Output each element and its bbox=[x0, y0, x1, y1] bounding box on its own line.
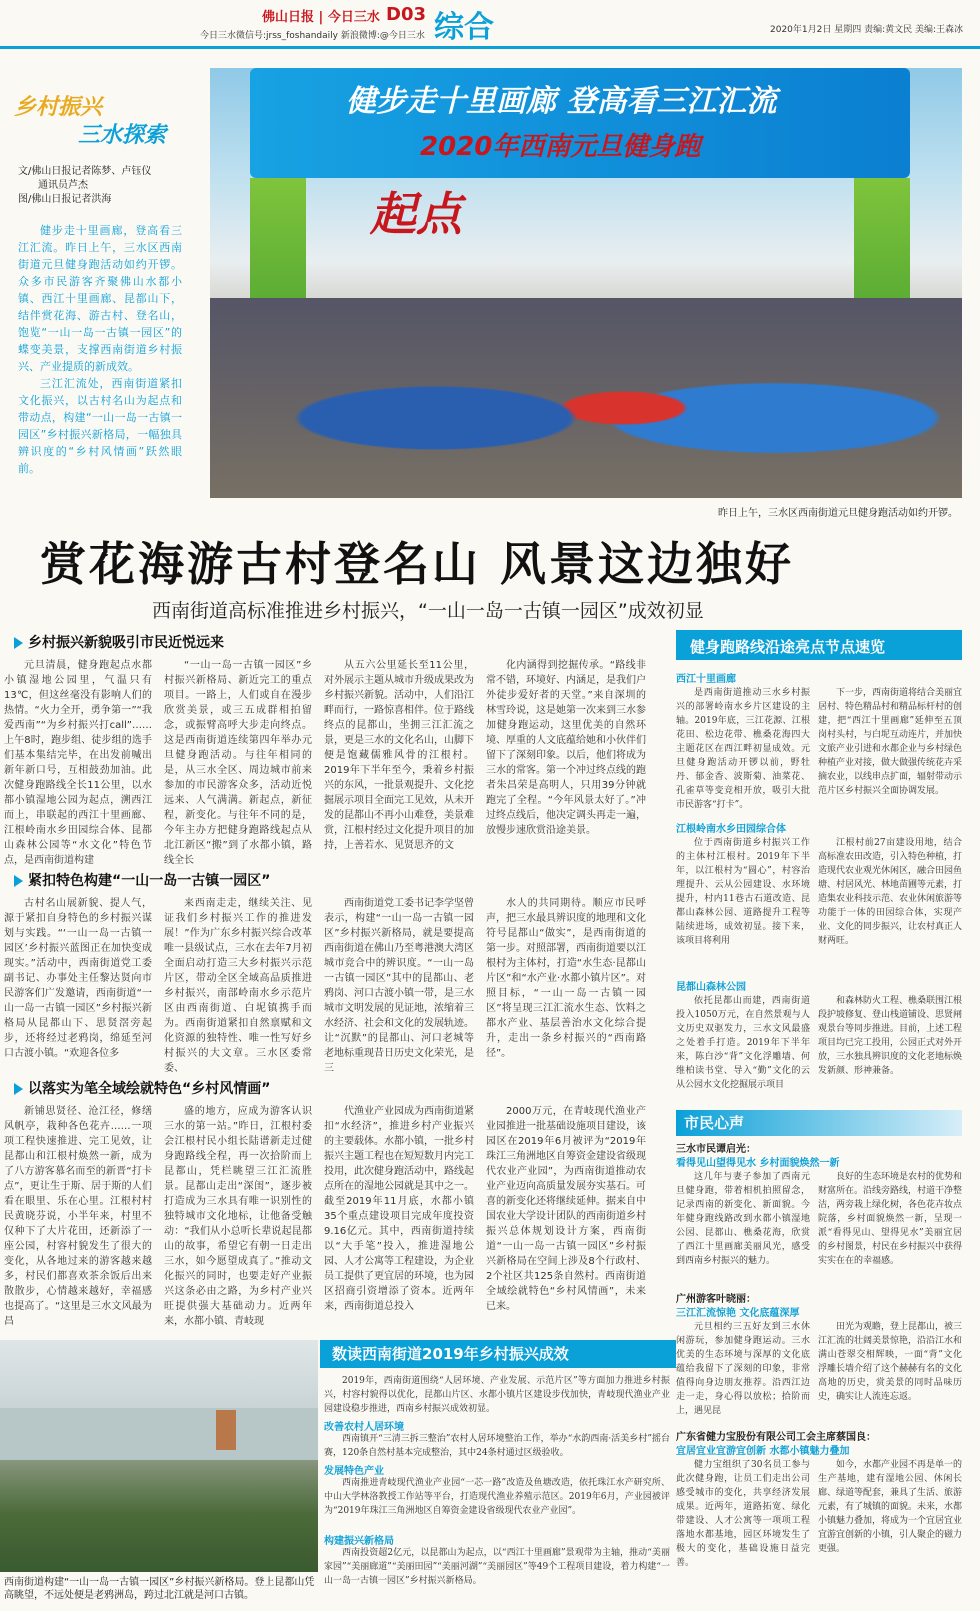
sidebar-item-1-col2: 下一步，西南街道将结合美丽宜居村、特色精品村和精品标杆村的创建，把“西江十里画廊”延伸至五顶岗村头村，与白坭互动连片，并加快文旅产业引进和水都企业与乡村绿色种植产业对接，做大做强传统花卉采摘农业，以线串点扩面，辐射带动示范片区乡村振兴全面协调发展。 bbox=[818, 688, 963, 796]
s1-col2: “一山一岛一古镇一园区”乡村振兴新格局、新近完工的重点项目。一路上，人们或自在漫步欣赏美景，或三五成群相拍留念，或振臂高呼大步走向终点。这是西南街道连续第四年举办元旦健身跑活动。与往年相同的是，从三水全区、周边城市前来参加的市民游客众多，活动近悦远来、人气满满。新起点，新征程，新变化。与往年不同的是，今年主办方把健身跑路线起点从北江新区“搬”到了水都小镇，路线全长 bbox=[164, 660, 312, 866]
sidebar-item-2-col2: 江根村前27亩建设用地，结合高标准农田改造，引入特色种植，打造现代农业观光休闲区，融合田园鱼塘、村居风光、林地苗圃等元素，打造集农业科技示范、农业休闲旅游等功能于一体的田园综合体，实现产业、文化的同步振兴，让农村真正人财两旺。 bbox=[818, 838, 963, 946]
data-box-intro: 2019年，西南街道围绕“人居环境、产业发展、示范片区”等方面加力推进乡村振兴，村容村貌得以优化，昆都山片区、水都小镇片区建设步伐加快，青岐现代渔业产业园建设稳步推进，西南乡村振兴成效初显。 bbox=[324, 1376, 670, 1414]
author-credits: 文/佛山日报记者陈梦、卢钰仪 通讯员芦杰 图/佛山日报记者洪海 bbox=[18, 166, 152, 205]
page-number: D03 bbox=[386, 4, 426, 25]
voice-2-col1: 元旦相约三五好友到三水休闲游玩，参加健身跑运动。三水优美的生态环境与深厚的文化底蕴给我留下了深刻的印象，非常值得向身边朋友推荐。沿西江边走一走，身心得以放松；拾阶而上，遇见昆 bbox=[676, 1322, 810, 1416]
hero-caption: 昨日上午，三水区西南街道元旦健身跑活动如约开锣。 bbox=[718, 508, 958, 519]
sidebar-item-1-col1: 是西南街道推动三水乡村振兴的部署岭南水乡片区建设的主轴。2019年底，三江花源、江根花田、松边花带、樵桑花海四大主题花区在西江畔初显成效。元旦健身跑活动开锣以前，野牡丹、郁金香、波斯菊、油菜花、孔雀草等变竞相开放，吸引大批市民游客“打卡”。 bbox=[676, 688, 810, 810]
data-item-1-text: 西南镇开“三清三拆三整治”农村人居环境整治工作，举办“水韵西南·活美乡村”摇台赛，120条自然村基本完成整治，其中24条村通过区级验收。 bbox=[324, 1434, 670, 1458]
voice-1-speaker: 三水市民谭启光： bbox=[676, 1144, 756, 1155]
voice-3-col2: 如今，水都产业园不再是单一的生产基地，建有湿地公园、休闲长廊、绿道等配套，兼具了生活、旅游元素，有了城镇的面貌。未来，水都小镇魅力叠加，将成为一个宜居宜业宜游宜创新的小镇，引人聚企的磁力更强。 bbox=[818, 1460, 962, 1554]
voice-1-col2: 良好的生态环境是农村的优势和财富所在。沿线旁路线，村道干净整洁，两旁栽上绿化树，各色花卉妆点院落，乡村面貌焕然一新，呈现一派“看得见山、望得见水”美丽宜居的乡村图景，村民在乡村振兴中获得实实在在的幸福感。 bbox=[818, 1172, 962, 1266]
hero-photo bbox=[210, 68, 962, 498]
s3-col3: 代渔业产业园成为西南街道紧扣“水经济”，推进乡村产业振兴的主要载体。水都小镇，一批乡村振兴主题工程也在短短数月内完工投用，此次健身跑活动中，路线起点所在的湿地公园就是其中之一。截至2019年11月底，水都小镇35个重点建设项目完成年度投资9.16亿元。其中，西南街道持续以“大手笔”投入，推进湿地公园、人才公寓等工程建设，为企业员工提供了更宜居的环境，也为园区招商引资增添了资本。近两年来，西南街道总投入 bbox=[324, 1106, 474, 1312]
section-3-title: 以落实为笔全域绘就特色“乡村风情画” bbox=[14, 1078, 270, 1098]
voice-1-headline: 看得见山望得见水 乡村面貌焕然一新 bbox=[676, 1158, 840, 1169]
voice-1-col1: 这几年与妻子参加了西南元旦健身跑，带着相机拍照留念，记录西南的新变化、新面貌。今年健身跑线路改到水都小镇湿地公园、昆都山、樵桑花海，欣赏了西江十里画廊美丽风光，感受到西南乡村振兴的魅力。 bbox=[676, 1172, 810, 1266]
voice-3-headline: 宜居宜业宜游宜创新 水都小镇魅力叠加 bbox=[676, 1446, 850, 1457]
voices-title: 市民心声 bbox=[684, 1114, 745, 1132]
voice-3-col1: 健力宝组织了30名员工参与此次健身跑，让员工们走出公司感受城市的变化，共享经济发展成果。近两年，道路拓宽、绿化带建设、人才公寓等一项项工程落地水都基地，园区环境发生了极大的变化，基础设施日益完善。 bbox=[676, 1460, 810, 1568]
s2-col2: 来西南走走，继续关注、见证我们乡村振兴工作的推进发展！”作为广东乡村振兴综合改革唯一县级试点，三水在去年7月初全面启动打造三大乡村振兴示范片区，带动全区全域高品质推进乡村振兴，南部岭南水乡示范片区由西南街道、白坭镇携手而为。西南街道紧扣自然禀赋和文化资源的独特性、唯一性写好乡村振兴的大文章。三水区委常委、 bbox=[164, 898, 312, 1074]
banner-line1: 健步走十里画廊 登高看三江汇流 bbox=[346, 84, 777, 119]
triangle-icon bbox=[14, 875, 23, 887]
s3-col4: 2000万元，在青岐现代渔业产业园推进一批基础设施项目建设，该园区在2019年6月被评为“2019年珠江三角洲地区自筹资金建设省级现代农业产业园”，为西南街道推动农业产业迈向高质量发展夯实基石。可喜的新变化还将继续延伸。据来自中国农业大学设计团队的西南街道乡村振兴总体规划设计方案，西南街道“一山一岛一古镇一园区”乡村振兴新格局在空间上涉及8个行政村、2个社区共125条自然村。西南街道全域绘就特色“乡村风情画”，未来已来。 bbox=[486, 1106, 646, 1312]
river bbox=[0, 1408, 318, 1460]
runners-crowd bbox=[210, 298, 962, 498]
brand-line2: 三水探索 bbox=[78, 123, 167, 148]
subheadline: 西南街道高标准推进乡村振兴，“一山一岛一古镇一园区”成效初显 bbox=[152, 600, 704, 622]
data-item-3-text: 西南投资超2亿元，以昆都山为起点，以“西江十里画廊”景观带为主轴，推动“美丽家园”“美丽廊道”“美丽田园”“美丽河湖”“美丽园区”等49个工程项目建设，着力构建“一山一岛一古镇一园区”乡村振兴新格局。 bbox=[324, 1548, 670, 1586]
section-name: 综合 bbox=[434, 10, 494, 45]
voice-2-speaker: 广州游客叶晓丽： bbox=[676, 1294, 756, 1305]
sidebar-item-3-title: 昆都山森林公园 bbox=[676, 982, 746, 993]
s3-col2: 盛的地方，应成为游客认识三水的第一站。”昨日，江根村委会江根村民小组长陆谱新走过健身跑路线全程，再一次拾阶而上昆都山，凭栏眺望三江汇流胜景。昆都山走出“深闺”，逐步被打造成为三水具有唯一识别性的独特城市文化地标，让他备受触动：“我们从小总听长辈说起昆都山的故事，希望它有朝一日走出三水，如今愿望成真了。”推动文化振兴的同时，也要走好产业振兴这条必由之路，为乡村产业兴旺提供强大基础动力。近两年来，水都小镇、青岐现 bbox=[164, 1106, 312, 1327]
social-accounts: 今日三水微信号:jrss_foshandaily 新浪微博:@今日三水 bbox=[200, 31, 425, 41]
s3-col1: 新铺思贤径、沧江径，修缮风帆亭，栽种各色花卉……一项项工程快速推进、完工见效，让昆都山和江根村焕然一新，成为了八方游客慕名而至的新晋“打卡点”，更让生于斯、居于斯的人们看在眼里、乐在心里。江根村村民黄晓芬说，小半年来，村里不仅种下了大片花田，还新添了一座公园，村容村貌发生了很大的变化，从各地过来的游客越来越多，村民们都喜欢茶余饭后出来散散步，心情越来越好，幸福感也提高了。“这里是三水文风最为昌 bbox=[4, 1106, 152, 1327]
header-rule bbox=[0, 46, 980, 49]
start-arch bbox=[250, 68, 910, 178]
brand-line1: 乡村振兴 bbox=[14, 95, 103, 120]
data-item-2-text: 西南推进青岐现代渔业产业园“一芯一路”改造及鱼塘改造，依托珠江水产研究所、中山大学林洛教授工作站等平台，打造现代渔业养殖示范区。2019年6月，产业园被评为“2019年珠江三角洲地区自筹资金建设省级现代农业产业园”。 bbox=[324, 1478, 670, 1516]
voice-2-headline: 三江汇流惊艳 文化底蕴深厚 bbox=[676, 1308, 800, 1319]
s2-col4: 水人的共同期待。顺应市民呼声，把三水最具辨识度的地理和文化符号昆都山“做实”，是西南街道的第一步。对照部署，西南街道要以江根村为主体村，打造“水生态·昆都山片区”和“水产业·水都小镇片区”。对照目标，“一山一岛一古镇一园区”将呈现三江汇流水生态、饮料之都水产业、基层善治水文化综合提升，走出一条乡村振兴的“西南路径”。 bbox=[486, 898, 646, 1059]
data-box-title: 数读西南街道2019年乡村振兴成效 bbox=[332, 1345, 569, 1363]
newspaper-logo: 佛山日报 | 今日三水 bbox=[262, 10, 380, 25]
start-sign: 起点 bbox=[370, 187, 462, 241]
date-line: 2020年1月2日 星期四 责编:黄文民 美编:王森冰 bbox=[770, 25, 964, 35]
lead-paragraph: 健步走十里画廊，登高看三江汇流。昨日上午，三水区西南街道元旦健身跑活动如约开锣。众多市民游客齐聚佛山水都小镇、西江十里画廊、昆都山下，结伴赏花海、游古村、登名山，饱览“一山一岛一古镇一园区”的蝶变美景，支撑西南街道乡村振兴、产业提质的新成效。 三江汇流处，西南街道紧扣文化振兴，以古村名山为起点和带动点，构建“一山一岛一古镇一园区”乡村振兴新格局，一幅独具辨识度的“乡村风情画”跃然眼前。 bbox=[18, 224, 182, 475]
headline: 赏花海游古村登名山 风景这边独好 bbox=[40, 537, 795, 591]
s1-col1: 元旦清晨，健身跑起点水都小镇湿地公园里，气温只有13℃，但这丝毫没有影响人们的热情。“火力全开，勇争第一”“我爱西南”“为乡村振兴打call”……上午8时，跑步组、徒步组的选手们基本集结完毕，在出发前喊出新年新口号，互相鼓劲加油。此次健身跑路线全长11公里，以水都小镇湿地公园为起点，溯西江而上，串联起的西江十里画廊、江根岭南水乡田园综合体、昆都山森林公园等“水文化”特色节点，是西南街道构建 bbox=[4, 660, 152, 866]
voice-2-col2: 田光为观瞻，登上昆都山，被三江汇流的壮阔美景惊艳，沿沿江水和满山苍翠交相辉映，一面“背”文化浮雕长墙介绍了这个赫赫有名的文化高地的历史，赏美景的同时品味历史，确实让人流连忘返。 bbox=[818, 1322, 962, 1402]
data-item-1-title: 改善农村人居环境 bbox=[324, 1422, 404, 1433]
pavilion bbox=[216, 1410, 236, 1450]
s1-col3: 从五六公里延长至11公里，对外展示主题从城市升级成果改为乡村振兴新貌。活动中，人们沿江畔而行，一路惊喜相伴。位于路线终点的昆都山，坐拥三江汇流之景，更是三水的文化名山，山脚下便是饱藏儒雅风骨的江根村。2019年下半年至今，秉着乡村振兴的东风，一批景观提升、文化挖掘展示项目全面完工见效，从未开发的昆都山不再小山难登，美景难赏，江根村经过文化提升项目的加持，上善若水、见贤思齐的文 bbox=[324, 660, 474, 851]
sidebar-item-3-col1: 依托昆都山而建，西南街道投入1050万元，在自然景观与人文历史双驱发力，三水文风最盛之处着手打造。2019年下半年来，陈白沙“背”文化浮雕墙、何维柏读书堂、导入“勤”文化的云从公园水文化挖掘展示项目 bbox=[676, 996, 810, 1090]
sidebar-item-1-title: 西江十里画廊 bbox=[676, 674, 736, 685]
banner-line2: 2020年西南元旦健身跑 bbox=[420, 132, 701, 162]
kundushan-photo bbox=[0, 1340, 318, 1572]
photo2-caption: 西南街道构建“一山一岛一古镇一园区”乡村振兴新格局。登上昆都山凭高眺望，不远处便是老鸦洲岛，跨过北江就是河口古镇。 bbox=[4, 1577, 315, 1601]
data-item-2-title: 发展特色产业 bbox=[324, 1466, 384, 1477]
section-1-title: 乡村振兴新貌吸引市民近悦远来 bbox=[14, 632, 224, 652]
section-2-title: 紧扣特色构建“一山一岛一古镇一园区” bbox=[14, 870, 270, 890]
triangle-icon bbox=[14, 637, 23, 649]
sidebar-item-2-title: 江根岭南水乡田园综合体 bbox=[676, 824, 786, 835]
s2-col3: 西南街道党工委书记李学坚曾表示，构建“一山一岛一古镇一园区”乡村振兴新格局，就是要提高西南街道在佛山乃至粤港澳大湾区城市竞合中的辨识度。“一山一岛一古镇一园区”其中的昆都山、老鸦岗、河口古渡小镇一带，是三水城市文明发展的见证地，浓缩着三水经济、社会和文化的发展轨迹。让“沉默”的昆都山、河口老城等老地标重现昔日历史文化荣光，是三 bbox=[324, 898, 474, 1074]
s1-col4: 化内涵得到挖掘传承。“路线非常不错，环境好、内涵足，是我们户外徒步爱好者的天堂。”来自深圳的林雪玲说，这是她第一次来到三水参加健身跑运动，这里优美的自然环境、厚重的人文底蕴给她和小伙伴们留下了深刻印象。以后，他们将成为三水的常客。第一个冲过终点线的跑者朱昌荣是高明人，只用39分钟就跑完了全程。“今年风景太好了。”冲过终点线后，他决定调头再走一遍，放慢步速欣赏沿途美景。 bbox=[486, 660, 646, 836]
sidebar-item-2-col1: 位于西南街道乡村振兴工作的主体村江根村。2019年下半年，以江根村为“圆心”，村容治理提升、云从公园建设、水环境提升，村内11巷古石道改造、昆都山森林公园、道路提升工程等陆续进场，成效初显。接下来，该项目将利用 bbox=[676, 838, 810, 946]
voice-3-speaker: 广东省健力宝股份有限公司工会主席蔡国良： bbox=[676, 1432, 876, 1443]
data-item-3-title: 构建振兴新格局 bbox=[324, 1536, 394, 1547]
triangle-icon bbox=[14, 1083, 23, 1095]
s2-col1: 古村名山展新貌、提人气，源于紧扣自身特色的乡村振兴谋划与实践。“‘一山一岛一古镇一园区’乡村振兴蓝图正在加快变成现实。”活动中，西南街道党工委副书记、办事处主任黎达贤向市民游客们广发邀请，西南街道“一山一岛一古镇一园区”乡村振兴新格局从昆都山下、思贤滘旁起步，还将经过老鸦岗，绵延至河口古渡小镇。“欢迎各位多 bbox=[4, 898, 152, 1059]
sidebar-title: 健身跑路线沿途亮点节点速览 bbox=[690, 638, 886, 656]
sidebar-item-3-col2: 和森林防火工程、樵桑联围江根段护坡修复、登山栈道铺设、思贤闸观景台等同步推进。目前，上述工程项目均已完工投用，公园正式对外开放，三水独具辨识度的文化老地标焕发新颜、形神兼备。 bbox=[818, 996, 963, 1076]
